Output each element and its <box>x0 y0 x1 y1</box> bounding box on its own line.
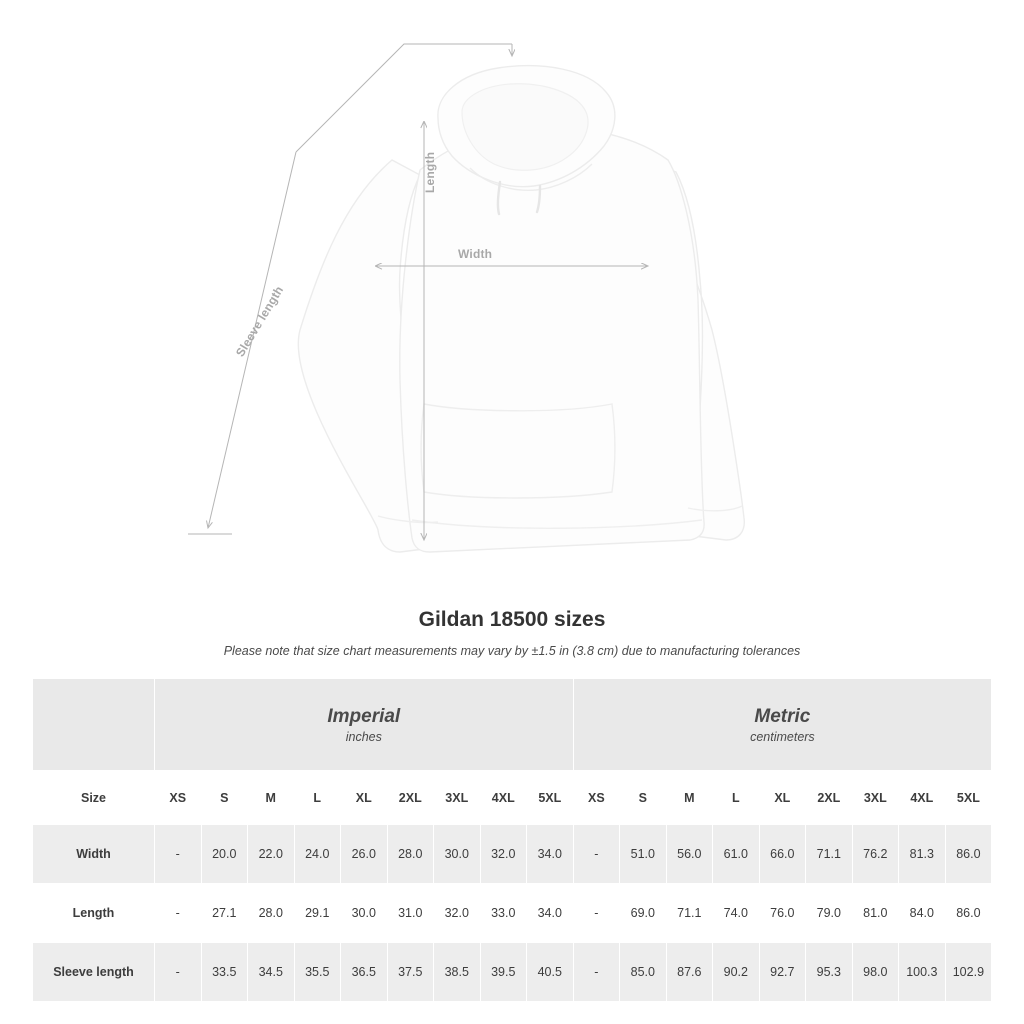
cell-length-metric-s: 69.0 <box>620 884 667 943</box>
sleeve-length-dimension-label: Sleeve length <box>233 283 287 360</box>
cell-width-imperial-5xl: 34.0 <box>527 825 574 884</box>
cell-width-metric-5xl: 86.0 <box>945 825 992 884</box>
cell-width-imperial-3xl: 30.0 <box>434 825 481 884</box>
cell-width-metric-4xl: 81.3 <box>899 825 946 884</box>
cell-sleeve-imperial-xs: - <box>155 943 202 1002</box>
metric-title: Metric <box>754 705 811 727</box>
row-label-length: Length <box>33 884 155 943</box>
cell-sleeve-imperial-xl: 36.5 <box>341 943 388 1002</box>
size-column-header: Size <box>33 771 155 825</box>
cell-width-imperial-xl: 26.0 <box>341 825 388 884</box>
cell-length-metric-2xl: 79.0 <box>806 884 853 943</box>
cell-width-metric-m: 56.0 <box>666 825 713 884</box>
length-dimension-label: Length <box>423 151 437 193</box>
cell-sleeve-metric-3xl: 98.0 <box>852 943 899 1002</box>
cell-length-metric-l: 74.0 <box>713 884 760 943</box>
cell-length-metric-xl: 76.0 <box>759 884 806 943</box>
size-header-metric-s: S <box>620 771 667 825</box>
cell-length-imperial-l: 29.1 <box>294 884 341 943</box>
size-header-imperial-3xl: 3XL <box>434 771 481 825</box>
cell-sleeve-metric-m: 87.6 <box>666 943 713 1002</box>
cell-length-metric-xs: - <box>573 884 620 943</box>
cell-length-imperial-m: 28.0 <box>248 884 295 943</box>
size-header-imperial-s: S <box>201 771 248 825</box>
row-label-width: Width <box>33 825 155 884</box>
cell-sleeve-imperial-m: 34.5 <box>248 943 295 1002</box>
cell-sleeve-metric-5xl: 102.9 <box>945 943 992 1002</box>
imperial-band <box>155 679 574 771</box>
tolerance-note: Please note that size chart measurements may vary by ±1.5 in (3.8 cm) due to manufacturing tolerances <box>223 644 801 658</box>
cell-width-imperial-m: 22.0 <box>248 825 295 884</box>
cell-sleeve-imperial-l: 35.5 <box>294 943 341 1002</box>
cell-width-imperial-2xl: 28.0 <box>387 825 434 884</box>
size-header-metric-l: L <box>713 771 760 825</box>
cell-sleeve-imperial-4xl: 39.5 <box>480 943 527 1002</box>
metric-band <box>573 679 992 771</box>
cell-sleeve-imperial-2xl: 37.5 <box>387 943 434 1002</box>
band-corner-cell <box>33 679 155 771</box>
cell-sleeve-metric-xs: - <box>573 943 620 1002</box>
cell-sleeve-metric-l: 90.2 <box>713 943 760 1002</box>
size-header-imperial-l: L <box>294 771 341 825</box>
cell-length-imperial-4xl: 33.0 <box>480 884 527 943</box>
cell-length-imperial-2xl: 31.0 <box>387 884 434 943</box>
cell-sleeve-imperial-s: 33.5 <box>201 943 248 1002</box>
page-title: Gildan 18500 sizes <box>418 608 606 631</box>
table-row <box>33 884 992 943</box>
size-chart-table <box>32 678 992 1002</box>
unit-band-row <box>33 679 992 771</box>
size-header-imperial-xs: XS <box>155 771 202 825</box>
table-row <box>33 825 992 884</box>
cell-length-imperial-3xl: 32.0 <box>434 884 481 943</box>
size-header-metric-m: M <box>666 771 713 825</box>
size-header-metric-5xl: 5XL <box>945 771 992 825</box>
imperial-title: Imperial <box>327 705 401 727</box>
size-header-metric-3xl: 3XL <box>852 771 899 825</box>
cell-width-metric-3xl: 76.2 <box>852 825 899 884</box>
size-header-row <box>33 771 992 825</box>
size-header-metric-2xl: 2XL <box>806 771 853 825</box>
size-header-imperial-xl: XL <box>341 771 388 825</box>
cell-width-imperial-l: 24.0 <box>294 825 341 884</box>
table-row <box>33 943 992 1002</box>
cell-sleeve-imperial-5xl: 40.5 <box>527 943 574 1002</box>
size-table-wrapper <box>32 678 992 1002</box>
size-header-metric-4xl: 4XL <box>899 771 946 825</box>
cell-length-metric-3xl: 81.0 <box>852 884 899 943</box>
cell-length-imperial-xs: - <box>155 884 202 943</box>
cell-sleeve-metric-4xl: 100.3 <box>899 943 946 1002</box>
cell-length-imperial-5xl: 34.0 <box>527 884 574 943</box>
cell-sleeve-metric-2xl: 95.3 <box>806 943 853 1002</box>
cell-width-metric-xl: 66.0 <box>759 825 806 884</box>
cell-width-imperial-xs: - <box>155 825 202 884</box>
cell-width-metric-l: 61.0 <box>713 825 760 884</box>
width-dimension-label: Width <box>458 247 493 261</box>
cell-width-imperial-4xl: 32.0 <box>480 825 527 884</box>
hoodie-shape <box>298 66 744 552</box>
size-header-metric-xs: XS <box>573 771 620 825</box>
cell-width-metric-xs: - <box>573 825 620 884</box>
cell-length-metric-5xl: 86.0 <box>945 884 992 943</box>
size-header-imperial-5xl: 5XL <box>527 771 574 825</box>
cell-length-metric-m: 71.1 <box>666 884 713 943</box>
size-header-imperial-4xl: 4XL <box>480 771 527 825</box>
cell-width-metric-2xl: 71.1 <box>806 825 853 884</box>
title-block <box>0 608 1024 658</box>
cell-width-imperial-s: 20.0 <box>201 825 248 884</box>
cell-sleeve-imperial-3xl: 38.5 <box>434 943 481 1002</box>
cell-sleeve-metric-xl: 92.7 <box>759 943 806 1002</box>
size-header-imperial-m: M <box>248 771 295 825</box>
imperial-subtitle: inches <box>345 730 382 745</box>
size-header-metric-xl: XL <box>759 771 806 825</box>
cell-length-metric-4xl: 84.0 <box>899 884 946 943</box>
cell-width-metric-s: 51.0 <box>620 825 667 884</box>
cell-sleeve-metric-s: 85.0 <box>620 943 667 1002</box>
size-header-imperial-2xl: 2XL <box>387 771 434 825</box>
metric-subtitle: centimeters <box>750 730 815 745</box>
row-label-sleeve-length: Sleeve length <box>33 943 155 1002</box>
cell-length-imperial-xl: 30.0 <box>341 884 388 943</box>
cell-length-imperial-s: 27.1 <box>201 884 248 943</box>
